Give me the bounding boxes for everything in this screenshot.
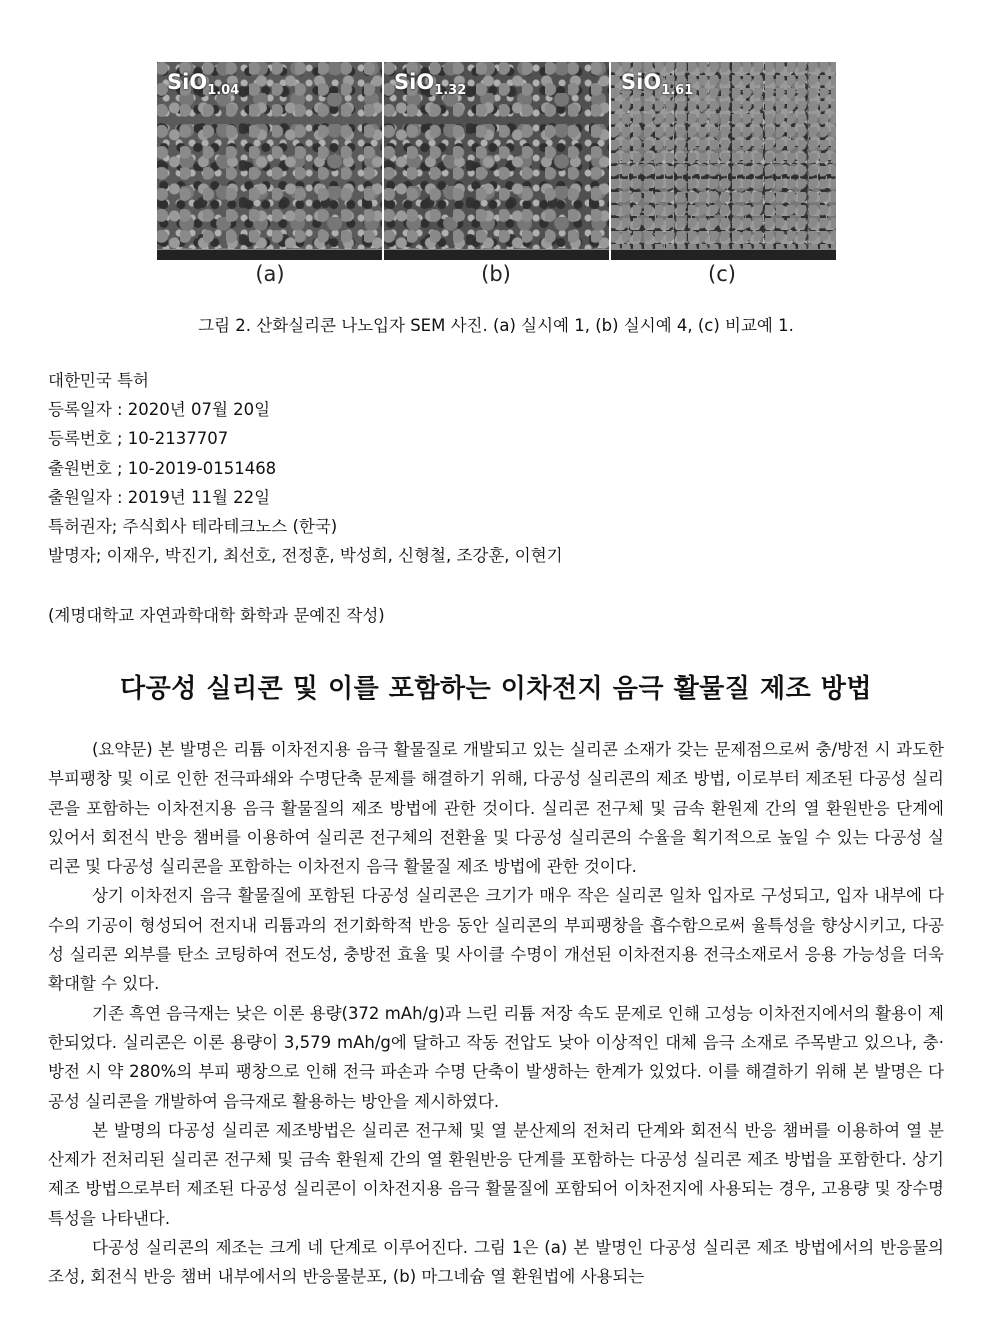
sem-info-bar	[157, 249, 382, 260]
body-text	[48, 735, 944, 1292]
sem-figure	[157, 62, 837, 260]
panel-letter-b: (b)	[481, 262, 511, 286]
paragraph: (요약문) 본 발명은 리튬 이차전지용 음극 활물질로 개발되고 있는 실리콘 소재가 갖는 문제점으로써 충/방전 시 과도한 부피팽창 및 이로 인한 전극파쇄와 수명단축 문제를 해결하기 위해, 다공성 실리콘의 제조 방법, 이로부터 제조된 다공성 실리콘을 포함하는 이차전지용 음극 활물질의 제조 방법에 관한 것이다. 실리콘 전구체 및 금속 환원제 간의 열 환원반응 단계에 있어서 회전식 반응 챔버를 이용하여 실리콘 전구체의 전환율 및 다공성 실리콘의 수율을 획기적으로 높일 수 있는 다공성 실리콘 및 다공성 실리콘을 포함하는 이차전지 음극 활물질 제조 방법에 관한 것이다.	[48, 740, 944, 877]
paragraph: 기존 흑연 음극재는 낮은 이론 용량(372 mAh/g)과 느린 리튬 저장 속도 문제로 인해 고성능 이차전지에서의 활용이 제한되었다. 실리콘은 이론 용량이 3,579 mAh/g에 달하고 작동 전압도 낮아 이상적인 대체 음극 소재로 주목받고 있으나, 충·방전 시 약 280%의 부피 팽창으로 인해 전극 파손과 수명 단축이 발생하는 한계가 있었다. 이를 해결하기 위해 본 발명은 다공성 실리콘을 개발하여 음극재로 활용하는 방안을 제시하였다.	[48, 1003, 944, 1111]
registration-number: 등록번호 ; 10-2137707	[48, 429, 229, 449]
application-number: 출원번호 ; 10-2019-0151468	[48, 458, 277, 478]
panel-letters	[157, 262, 837, 292]
sem-image-a	[157, 62, 382, 260]
sem-image-c	[611, 62, 836, 260]
sem-label-b: SiO$_{1.32}$	[394, 70, 467, 99]
sem-info-bar	[611, 249, 836, 260]
sem-label-a: SiO$_{1.04}$	[167, 70, 240, 99]
paragraph: 상기 이차전지 음극 활물질에 포함된 다공성 실리콘은 크기가 매우 작은 실리콘 일차 입자로 구성되고, 입자 내부에 다수의 기공이 형성되어 전지내 리튬과의 전기화학적 반응 동안 실리콘의 부피팽창을 흡수함으로써 율특성을 향상시키고, 다공성 실리콘 외부를 탄소 코팅하여 전도성, 충방전 효율 및 사이클 수명이 개선된 이차전지용 전극소재로서 응용 가능성을 더욱 확대할 수 있다.	[48, 886, 944, 994]
patent-info	[48, 366, 563, 570]
application-date: 출원일자 : 2019년 11월 22일	[48, 487, 271, 507]
paragraph: 다공성 실리콘의 제조는 크게 네 단계로 이루어진다. 그림 1은 (a) 본 발명인 다공성 실리콘 제조 방법에서의 반응물의 조성, 회전식 반응 챔버 내부에서의 반응물분포, (b) 마그네슘 열 환원법에 사용되는	[48, 1238, 944, 1287]
sem-info-bar	[384, 249, 609, 260]
document-title: 다공성 실리콘 및 이를 포함하는 이차전지 음극 활물질 제조 방법	[120, 674, 872, 704]
panel-letter-a: (a)	[255, 262, 285, 286]
patent-country: 대한민국 특허	[48, 371, 149, 390]
paragraph: 본 발명의 다공성 실리콘 제조방법은 실리콘 전구체 및 열 분산제의 전처리 단계와 회전식 반응 챔버를 이용하여 열 분산제가 전처리된 실리콘 전구체 및 금속 환원제 간의 열 환원반응 단계를 포함하는 다공성 실리콘 제조 방법을 포함한다. 상기 제조 방법으로부터 제조된 다공성 실리콘이 이차전지용 음극 활물질에 포함되어 이차전지에 사용되는 경우, 고용량 및 장수명 특성을 나타낸다.	[48, 1120, 944, 1228]
author-note: (계명대학교 자연과학대학 화학과 문예진 작성)	[48, 606, 385, 625]
sem-label-c: SiO$_{1.61}$	[621, 70, 694, 99]
inventors: 발명자; 이재우, 박진기, 최선호, 전정훈, 박성희, 신형철, 조강훈, 이현기	[48, 546, 563, 566]
registration-date: 등록일자 : 2020년 07월 20일	[48, 400, 271, 420]
panel-letter-c: (c)	[708, 262, 736, 286]
sem-image-b	[384, 62, 609, 260]
patent-holder: 특허권자; 주식회사 테라테크노스 (한국)	[48, 517, 338, 537]
figure-caption: 그림 2. 산화실리콘 나노입자 SEM 사진. (a) 실시예 1, (b) 실시예 4, (c) 비교예 1.	[198, 316, 794, 335]
